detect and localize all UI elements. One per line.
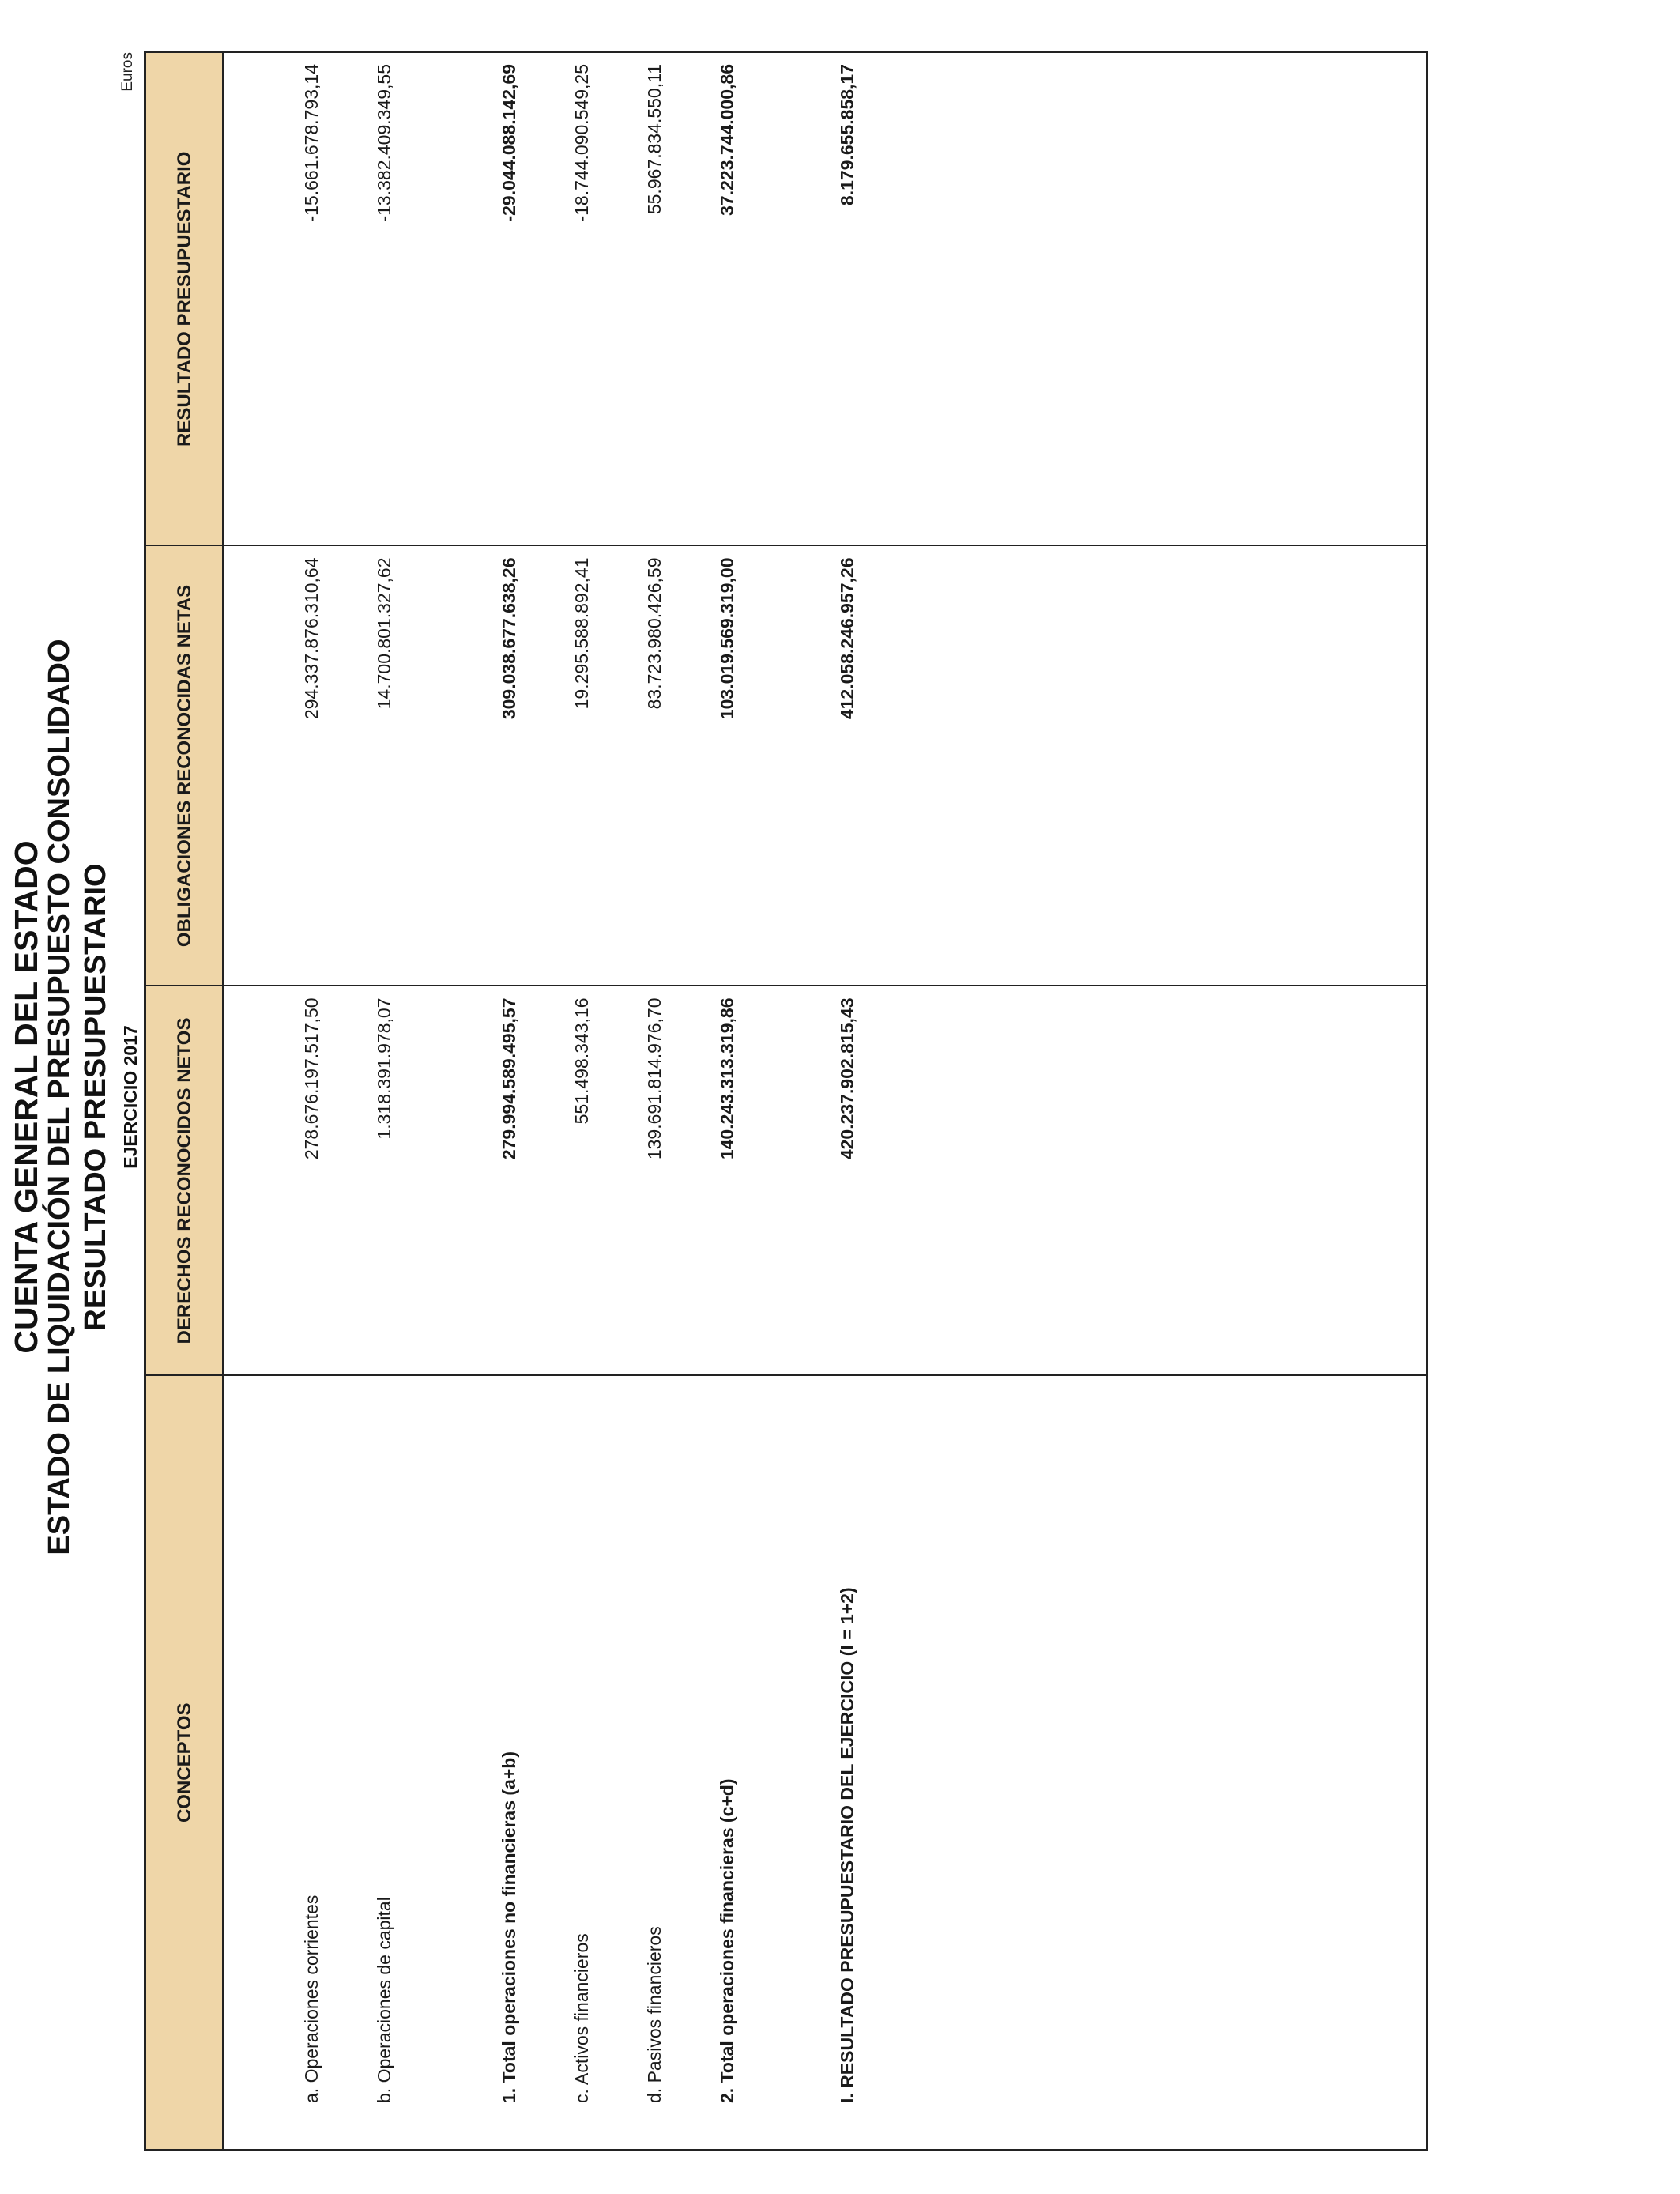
- table-row: [545, 52, 618, 2151]
- resultado-cell: 8.179.655.858,17: [811, 52, 883, 546]
- spacer-row: [763, 52, 811, 2151]
- table-row: [618, 52, 691, 2151]
- obligaciones-cell: 294.337.876.310,64: [275, 546, 348, 986]
- obligaciones-cell: 83.723.980.426,59: [618, 546, 691, 986]
- derechos-cell: 140.243.313.319,86: [691, 986, 763, 1376]
- spacer-row: [883, 52, 1427, 2151]
- table-row: [275, 52, 348, 2151]
- concept-cell: d. Pasivos financieros: [618, 1376, 691, 2151]
- concept-cell: b. Operaciones de capital: [348, 1376, 420, 2151]
- resultado-cell: 37.223.744.000,86: [691, 52, 763, 546]
- derechos-cell: 278.676.197.517,50: [275, 986, 348, 1376]
- table-row: [348, 52, 420, 2151]
- currency-unit: Euros: [119, 52, 136, 92]
- spacer-row: [224, 52, 276, 2151]
- obligaciones-cell: 103.019.569.319,00: [691, 546, 763, 986]
- concept-cell: 2. Total operaciones financieras (c+d): [691, 1376, 763, 2151]
- derechos-cell: 1.318.391.978,07: [348, 986, 420, 1376]
- column-header-conceptos: CONCEPTOS: [145, 1376, 224, 2151]
- table-row-total: [811, 52, 883, 2151]
- derechos-cell: 279.994.589.495,57: [473, 986, 545, 1376]
- resultado-cell: 55.967.834.550,11: [618, 52, 691, 546]
- resultado-cell: -15.661.678.793,14: [275, 52, 348, 546]
- concept-cell: 1. Total operaciones no financieras (a+b): [473, 1376, 545, 2151]
- obligaciones-cell: 19.295.588.892,41: [545, 546, 618, 986]
- derechos-cell: 551.498.343,16: [545, 986, 618, 1376]
- exercise-year: EJERCICIO 2017: [120, 1025, 141, 1169]
- resultado-cell: -13.382.409.349,55: [348, 52, 420, 546]
- resultado-cell: -18.744.090.549,25: [545, 52, 618, 546]
- column-header-obligaciones: OBLIGACIONES RECONOCIDAS NETAS: [145, 546, 224, 986]
- concept-cell: I. RESULTADO PRESUPUESTARIO DEL EJERCICIO (I = 1+2): [811, 1376, 883, 2151]
- table-row-subtotal: [691, 52, 763, 2151]
- concept-cell: c. Activos financieros: [545, 1376, 618, 2151]
- table-header-row: [145, 52, 224, 2151]
- resultado-cell: -29.044.088.142,69: [473, 52, 545, 546]
- budget-result-table: [144, 51, 1428, 2151]
- obligaciones-cell: 309.038.677.638,26: [473, 546, 545, 986]
- report-section-title: RESULTADO PRESUPUESTARIO: [79, 863, 112, 1331]
- concept-cell: a. Operaciones corrientes: [275, 1376, 348, 2151]
- column-header-derechos: DERECHOS RECONOCIDOS NETOS: [145, 986, 224, 1376]
- derechos-cell: 420.237.902.815,43: [811, 986, 883, 1376]
- obligaciones-cell: 14.700.801.327,62: [348, 546, 420, 986]
- derechos-cell: 139.691.814.976,70: [618, 986, 691, 1376]
- report-title: CUENTA GENERAL DEL ESTADO: [8, 840, 44, 1354]
- obligaciones-cell: 412.058.246.957,26: [811, 546, 883, 986]
- report-subtitle: ESTADO DE LIQUIDACIÓN DEL PRESUPUESTO CONSOLIDADO: [43, 639, 76, 1555]
- column-header-resultado: RESULTADO PRESUPUESTARIO: [145, 52, 224, 546]
- table-row-subtotal: [473, 52, 545, 2151]
- spacer-row: [420, 52, 473, 2151]
